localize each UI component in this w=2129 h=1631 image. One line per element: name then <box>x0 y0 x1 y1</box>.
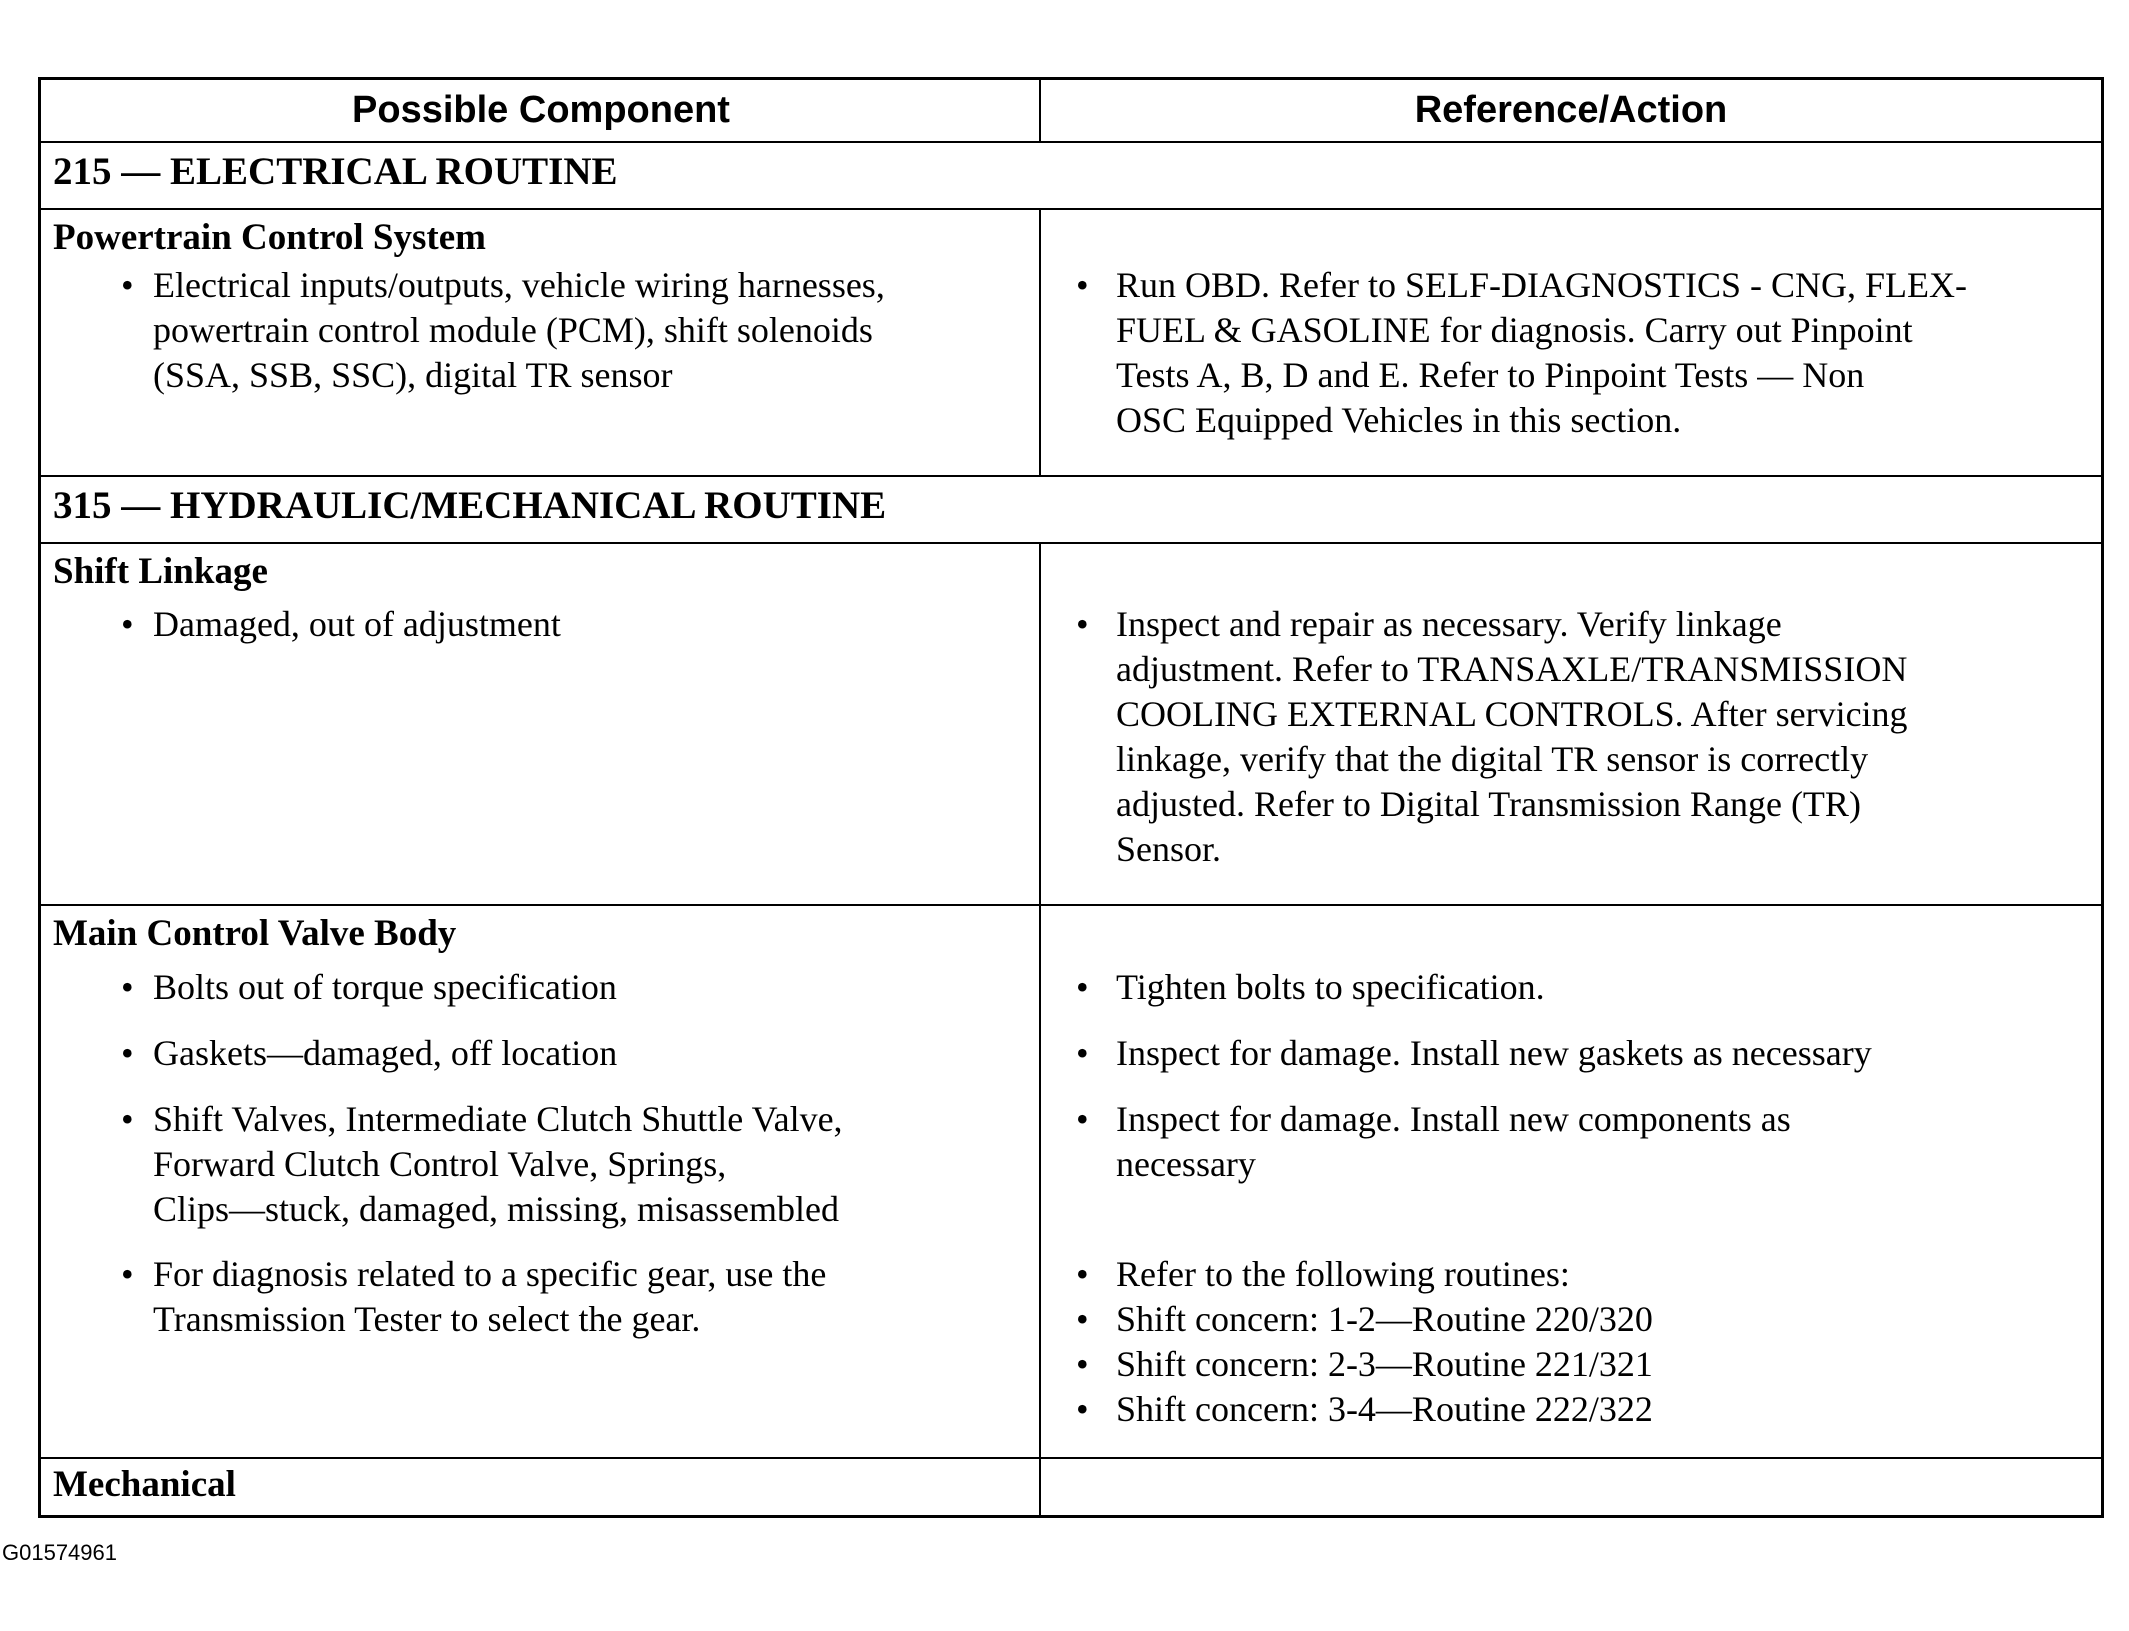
action-text: Refer to the following routines: <box>1116 1254 1570 1294</box>
table-header-row <box>41 80 2101 143</box>
bullet-icon: • <box>121 265 134 305</box>
bullet-icon: • <box>121 967 134 1007</box>
column-divider <box>1039 544 1041 906</box>
component-text: Bolts out of torque specification <box>153 967 617 1007</box>
bullet-icon: • <box>1076 1344 1089 1384</box>
group-title: Powertrain Control System <box>53 217 486 258</box>
component-text: For diagnosis related to a specific gear, use the Transmission Tester to select the gear. <box>153 1254 827 1339</box>
bullet-icon: • <box>1076 1254 1089 1294</box>
action-text: Shift concern: 1-2—Routine 220/320 <box>1116 1299 1653 1339</box>
action-text: Shift concern: 2-3—Routine 221/321 <box>1116 1344 1653 1384</box>
bullet-icon: • <box>1076 604 1089 644</box>
action-text: Inspect for damage. Install new components as necessary <box>1116 1099 1791 1184</box>
bullet-icon: • <box>1076 967 1089 1007</box>
column-divider <box>1039 210 1041 477</box>
group-main-control-valve-body <box>41 906 2101 1459</box>
bullet-icon: • <box>121 1033 134 1073</box>
bullet-icon: • <box>121 1099 134 1139</box>
diagnosis-table <box>38 77 2104 1518</box>
bullet-icon: • <box>1076 265 1089 305</box>
column-header-action: Reference/Action <box>1414 89 1728 131</box>
group-mechanical <box>41 1459 2101 1515</box>
section-header-315 <box>41 477 2101 544</box>
action-text: Tighten bolts to specification. <box>1116 967 1545 1007</box>
figure-id: G01574961 <box>2 1540 117 1565</box>
component-text: Shift Valves, Intermediate Clutch Shuttle Valve, Forward Clutch Control Valve, Springs, Clips—stuck, damaged, missing, misassembled <box>153 1099 843 1229</box>
component-text: Gaskets—damaged, off location <box>153 1033 618 1073</box>
group-title: Main Control Valve Body <box>53 913 457 954</box>
group-powertrain-control-system <box>41 210 2101 477</box>
action-text: Shift concern: 3-4—Routine 222/322 <box>1116 1389 1653 1429</box>
bullet-icon: • <box>1076 1389 1089 1429</box>
section-title: 315 — HYDRAULIC/MECHANICAL ROUTINE <box>53 484 887 527</box>
action-text: Run OBD. Refer to SELF-DIAGNOSTICS - CNG, FLEX- FUEL & GASOLINE for diagnosis. Carry out Pinpoint Tests A, B, D and E. Refer to Pinpoint Tests — Non OSC Equipped Vehicles in this section. <box>1116 265 1967 440</box>
bullet-icon: • <box>121 604 134 644</box>
bullet-icon: • <box>1076 1099 1089 1139</box>
column-divider <box>1039 80 1041 143</box>
group-shift-linkage <box>41 544 2101 906</box>
bullet-icon: • <box>1076 1033 1089 1073</box>
component-text: Electrical inputs/outputs, vehicle wiring harnesses, powertrain control module (PCM), shift solenoids (SSA, SSB, SSC), digital TR sensor <box>153 265 885 395</box>
column-header-component: Possible Component <box>352 89 730 131</box>
component-text: Damaged, out of adjustment <box>153 604 561 644</box>
group-title: Shift Linkage <box>53 551 268 592</box>
section-header-215 <box>41 143 2101 210</box>
action-text: Inspect and repair as necessary. Verify linkage adjustment. Refer to TRANSAXLE/TRANSMISSION COOLING EXTERNAL CONTROLS. After servicing linkage, verify that the digital TR sensor is correctly adjusted. Refer to Digital Transmission Range (TR) Sensor. <box>1116 604 1908 869</box>
column-divider <box>1039 1459 1041 1515</box>
bullet-icon: • <box>121 1254 134 1294</box>
action-text: Inspect for damage. Install new gaskets as necessary <box>1116 1033 1872 1073</box>
group-title: Mechanical <box>53 1464 236 1505</box>
section-title: 215 — ELECTRICAL ROUTINE <box>53 150 618 193</box>
bullet-icon: • <box>1076 1299 1089 1339</box>
column-divider <box>1039 906 1041 1459</box>
